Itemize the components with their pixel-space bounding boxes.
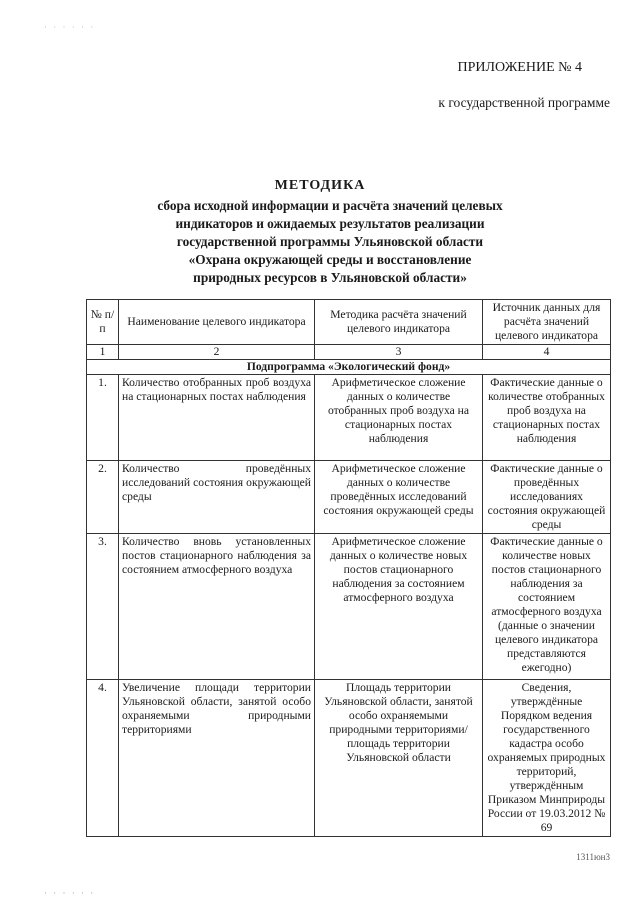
row-num: 1. xyxy=(87,375,119,461)
row-method: Арифметическое сложение данных о количестве проведённых исследований состояния окружающей среды xyxy=(315,461,483,534)
header-name: Наименование целевого индикатора xyxy=(119,300,315,345)
subprogram-row xyxy=(87,360,611,375)
column-index-row xyxy=(87,345,611,360)
document-subtitle xyxy=(110,197,550,287)
row-source: Фактические данные о проведённых исследованиях состояния окружающей среды xyxy=(483,461,611,534)
appendix-subtitle: к государственной программе xyxy=(438,95,610,110)
row-name: Количество вновь установленных постов стационарного наблюдения за состоянием атмосферного воздуха xyxy=(119,534,315,680)
row-name: Количество проведённых исследований состояния окружающей среды xyxy=(119,461,315,534)
row-source: Фактические данные о количестве отобранных проб воздуха на стационарных постах наблюдения xyxy=(483,375,611,461)
subtitle-line: государственной программы Ульяновской области xyxy=(176,234,484,249)
subtitle-line: индикаторов и ожидаемых результатов реализации xyxy=(175,216,485,231)
row-source: Сведения, утверждённые Порядком ведения государственного кадастра особо охраняемых природных территорий, утверждённым Приказом Минприроды России от 19.03.2012 № 69 xyxy=(483,680,611,837)
document-stamp: 1311юн3 xyxy=(576,852,610,862)
column-index: 2 xyxy=(119,345,315,360)
header-method: Методика расчёта значений целевого индикатора xyxy=(315,300,483,345)
row-source: Фактические данные о количестве новых постов стационарного наблюдения за состоянием атмосферного воздуха (данные о значении целевого индикатора представляются ежегодно) xyxy=(483,534,611,680)
subtitle-line: сбора исходной информации и расчёта значений целевых xyxy=(157,198,503,213)
row-name: Увеличение площади территории Ульяновской области, занятой особо охраняемыми природными территориями xyxy=(119,680,315,837)
table-row xyxy=(87,534,611,680)
table-header-row xyxy=(87,300,611,345)
table-row xyxy=(87,375,611,461)
document-title: МЕТОДИКА xyxy=(274,178,366,193)
row-method: Арифметическое сложение данных о количестве отобранных проб воздуха на стационарных постах наблюдения xyxy=(315,375,483,461)
header-source: Источник данных для расчёта значений целевого индикатора xyxy=(483,300,611,345)
row-num: 2. xyxy=(87,461,119,534)
table-row xyxy=(87,680,611,837)
subtitle-line: «Охрана окружающей среды и восстановление xyxy=(188,252,472,267)
header-num: № п/п xyxy=(87,300,119,345)
subprogram-title: Подпрограмма «Экологический фонд» xyxy=(87,360,611,375)
column-index: 3 xyxy=(315,345,483,360)
row-name: Количество отобранных проб воздуха на стационарных постах наблюдения xyxy=(119,375,315,461)
row-num: 4. xyxy=(87,680,119,837)
indicators-table xyxy=(86,299,611,837)
table-row xyxy=(87,461,611,534)
column-index: 1 xyxy=(87,345,119,360)
row-method: Площадь территории Ульяновской области, занятой особо охраняемыми природными территориями/площадь территории Ульяновской области xyxy=(315,680,483,837)
column-index: 4 xyxy=(483,345,611,360)
row-num: 3. xyxy=(87,534,119,680)
row-method: Арифметическое сложение данных о количестве новых постов стационарного наблюдения за состоянием атмосферного воздуха xyxy=(315,534,483,680)
subtitle-line: природных ресурсов в Ульяновской области» xyxy=(193,270,467,285)
scan-artifact-top: · · · · · · xyxy=(44,22,96,32)
scan-artifact-bottom: · · · · · · xyxy=(44,888,96,898)
appendix-label: ПРИЛОЖЕНИЕ № 4 xyxy=(457,60,582,75)
